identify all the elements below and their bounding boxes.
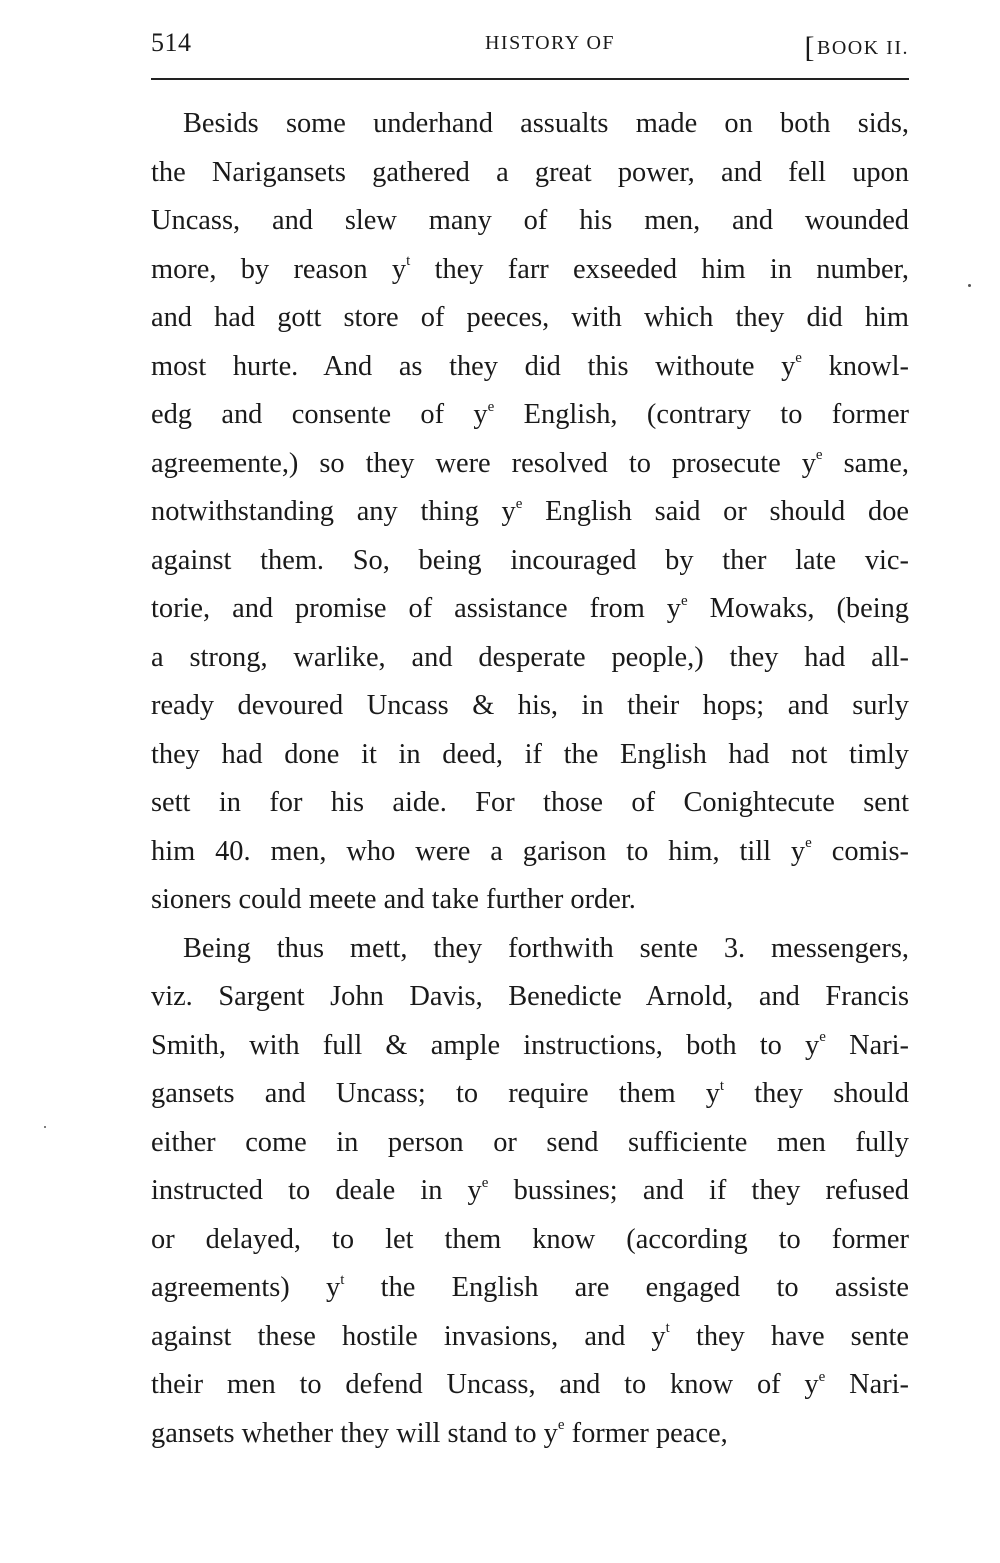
- text-line: sioners could meete and take further order.: [151, 884, 636, 915]
- superscript: e: [515, 495, 523, 512]
- superscript: t: [406, 253, 411, 270]
- text-line: most hurte. And as they did this withoute $y^e$ knowl-: [151, 350, 909, 382]
- text-line: against them. So, being incouraged by ther late vic-: [151, 544, 909, 576]
- superscript: e: [680, 592, 688, 609]
- superscript: e: [819, 1029, 826, 1046]
- text-body: [151, 100, 909, 1458]
- text-line: him 40. men, who were a garison to him, till $y^e$ comis-: [151, 835, 910, 867]
- superscript: t: [719, 1077, 725, 1094]
- superscript: e: [815, 447, 823, 464]
- superscript: e: [481, 1174, 489, 1191]
- scan-speck: [968, 284, 971, 287]
- text-line: more, by reason $y^t$ they farr exseeded him in number,: [151, 253, 909, 285]
- book-label: [805, 28, 910, 62]
- superscript: e: [557, 1417, 565, 1434]
- text-line: they had done it in deed, if the English had not timly: [151, 738, 909, 770]
- paragraph: [151, 100, 909, 925]
- text-line: either come in person or send sufficiente men fully: [151, 1126, 909, 1158]
- page-number: 514: [151, 28, 192, 57]
- text-line: Uncass, and slew many of his men, and wounded: [151, 205, 909, 236]
- text-line: notwithstanding any thing $y^e$ English said or should doe: [151, 495, 909, 527]
- text-line: a strong, warlike, and desperate people,) they had all-: [151, 641, 909, 673]
- text-line: against these hostile invasions, and $y^t$ they have sente: [151, 1320, 909, 1352]
- text-line: instructed to deale in $y^e$ bussines; and if they refused: [151, 1174, 909, 1206]
- text-line: gansets and Uncass; to require them $y^t$ they should: [151, 1077, 909, 1109]
- text-line: agreemente,) so they were resolved to prosecute $y^e$ same,: [151, 447, 910, 479]
- text-line: Smith, with full & ample instructions, both to $y^e$ Nari-: [151, 1029, 909, 1061]
- running-title: HISTORY OF: [484, 32, 616, 54]
- book-bracket: [: [804, 31, 816, 64]
- text-line: Besids some underhand assualts made on both sids,: [183, 108, 909, 139]
- text-line: torie, and promise of assistance from $y^e$ Mowaks, (being: [151, 592, 909, 624]
- text-line: their men to defend Uncass, and to know of $y^e$ Nari-: [151, 1368, 910, 1400]
- text-line: and had gott store of peeces, with which they did him: [151, 302, 909, 333]
- text-line: edg and consente of $y^e$ English, (contrary to former: [151, 398, 910, 430]
- superscript: e: [818, 1368, 826, 1385]
- running-head: [151, 22, 909, 66]
- text-line: gansets whether they will stand to $y^e$ former peace,: [151, 1417, 728, 1449]
- superscript: t: [665, 1320, 670, 1337]
- text-line: agreements) $y^t$ the English are engaged to assiste: [151, 1271, 909, 1303]
- text-line: ready devoured Uncass & his, in their hops; and surly: [151, 690, 909, 721]
- superscript: e: [487, 398, 495, 415]
- superscript: e: [795, 350, 802, 367]
- scan-speck: [44, 1126, 46, 1128]
- text-line: viz. Sargent John Davis, Benedicte Arnold, and Francis: [151, 981, 909, 1012]
- superscript: e: [805, 835, 812, 852]
- header-rule: [151, 78, 909, 80]
- text-line: or delayed, to let them know (according to former: [151, 1223, 909, 1255]
- text-line: Being thus mett, they forthwith sente 3. messengers,: [183, 932, 909, 964]
- text-line: the Narigansets gathered a great power, and fell upon: [151, 156, 909, 188]
- paragraph: [151, 925, 909, 1459]
- book-label-text: BOOK II.: [817, 37, 909, 59]
- superscript: t: [340, 1271, 345, 1288]
- text-line: sett in for his aide. For those of Conightecute sent: [151, 787, 909, 818]
